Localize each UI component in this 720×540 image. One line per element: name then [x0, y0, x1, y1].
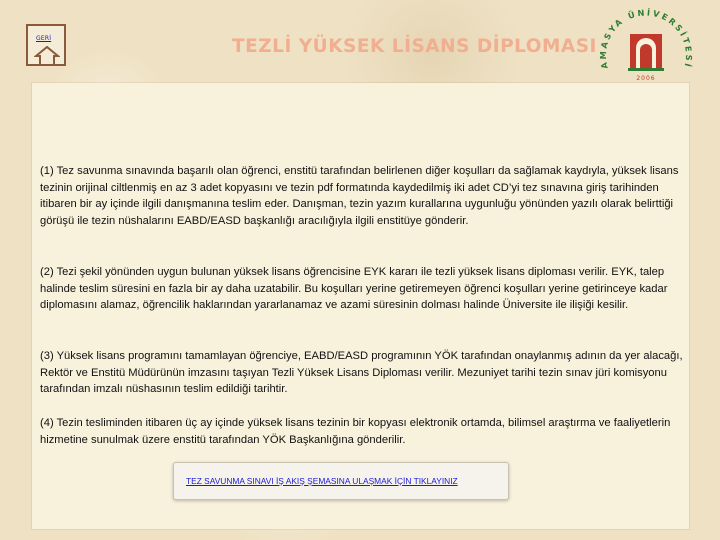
home-icon[interactable] — [34, 46, 60, 70]
page-title: TEZLİ YÜKSEK LİSANS DİPLOMASI — [232, 36, 597, 57]
back-link[interactable]: GERİ — [36, 35, 52, 42]
logo-year: 2006 — [636, 75, 656, 82]
paragraph-3: (3) Yüksek lisans programını tamamlayan öğrenciye, EABD/EASD programının YÖK tarafından onaylanmış adının da yer alacağı, Rektör ve Enstitü Müdürünün imzasını taşıyan Tezli Yüksek Lisans Diploması verilir. Mezuniyet tarihi tezin sınav jüri komisyonu tarafından imzalı nüshasının teslim edildiği tarihtir. — [40, 350, 683, 396]
back-nav-box[interactable] — [26, 24, 66, 66]
paragraph-1: (1) Tez savunma sınavında başarılı olan öğrenci, enstitü tarafından belirlenen diğer koşulları da sağlamak kaydıyla, yüksek lisans tezinin orijinal ciltlenmiş en az 3 adet kopyasını ve tezin pdf formatında kaydedilmiş iki adet CD’yi tez sınavına giriş tarihinden itibaren bir ay içinde ilgili danışmanına teslim eder. Danışman, tezin yazım kurallarına uygunluğu yönünden yazılı olarak belirttiği görüşü ile tezin nüshalarını EABD/EASD başkanlığı aracılığıyla ilgili enstitüye gönderir. — [40, 165, 679, 227]
paragraph-4: (4) Tezin tesliminden itibaren üç ay içinde yüksek lisans tezinin bir kopyası elektronik ortamda, bilimsel araştırma ve faaliyetlerin hizmetine sunulmak üzere enstitü tarafından YÖK Başkanlığına gönderilir. — [40, 417, 671, 446]
flow-chart-link[interactable]: TEZ SAVUNMA SINAVI İŞ AKIŞ ŞEMASINA ULAŞMAK İÇİN TIKLAYINIZ — [186, 476, 458, 486]
logo-ring-text: AMASYA ÜNİVERSİTESİ — [597, 7, 695, 71]
paragraph-2: (2) Tezi şekil yönünden uygun bulunan yüksek lisans öğrencisine EYK kararı ile tezli yüksek lisans diploması verilir. EYK, talep halinde teslim süresini en fazla bir ay daha uzatabilir. Bu koşulları yerine getiremeyen öğrenci koşulları yerine getirinceye kadar diplomasını alamaz, öğrencilik haklarından yararlanamaz ve azami süresinin dolması halinde Üniversite ile ilişiği kesilir. — [40, 266, 668, 312]
university-logo — [596, 4, 696, 90]
flow-chart-link-button[interactable] — [173, 462, 509, 500]
